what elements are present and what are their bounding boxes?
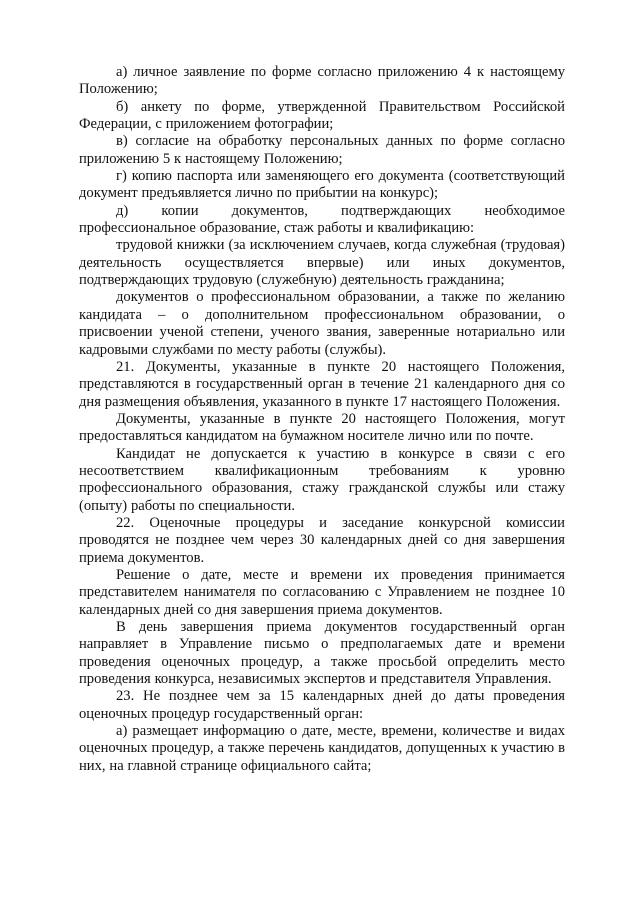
paragraph-section-21: 21. Документы, указанные в пункте 20 настоящего Положения, представляются в государственный орган в течение 21 календарного дня со дня размещения объявления, указанного в пункте 17 настоящего Положения. [79, 358, 565, 410]
paragraph-item-d: д) копии документов, подтверждающих необходимое профессиональное образование, стаж работы и квалификацию: [79, 202, 565, 237]
paragraph-section-22: 22. Оценочные процедуры и заседание конкурсной комиссии проводятся не позднее чем через 30 календарных дней со дня завершения приема документов. [79, 514, 565, 566]
paragraph-item-a-publishes: а) размещает информацию о дате, месте, времени, количестве и видах оценочных процедур, а также перечень кандидатов, допущенных к участию в них, на главной странице официального сайта; [79, 723, 565, 774]
paragraph-item-b: б) анкету по форме, утвержденной Правительством Российской Федерации, с приложением фотографии; [79, 98, 565, 133]
paragraph-not-admitted: Кандидат не допускается к участию в конкурсе в связи с его несоответствием квалификационным требованиям к уровню профессионального образования, стажу гражданской службы или стажу (опыту) работы по специальности. [79, 445, 565, 514]
paragraph-work-book: трудовой книжки (за исключением случаев, когда служебная (трудовая) деятельность осуществляется впервые) или иных документов, подтверждающих трудовую (служебную) деятельность гражданина; [79, 237, 565, 289]
paragraph-item-a: а) личное заявление по форме согласно приложению 4 к настоящему Положению; [79, 64, 565, 98]
paragraph-decision: Решение о дате, месте и времени их проведения принимается представителем нанимателя по согласованию с Управлением не позднее 10 календарных дней со дня завершения приема документов. [79, 566, 565, 618]
document-page [79, 64, 565, 775]
paragraph-section-23: 23. Не позднее чем за 15 календарных дней до даты проведения оценочных процедур государственный орган: [79, 688, 565, 722]
paragraph-item-g: г) копию паспорта или заменяющего его документа (соответствующий документ предъявляется лично по прибытии на конкурс); [79, 168, 565, 202]
paragraph-completion-day: В день завершения приема документов государственный орган направляет в Управление письмо о предполагаемых дате и времени проведения оценочных процедур, а также просьбой определить место проведения конкурса, независимых экспертов и представителя Управления. [79, 619, 565, 688]
paragraph-item-v: в) согласие на обработку персональных данных по форме согласно приложению 5 к настоящему Положению; [79, 133, 565, 167]
paragraph-education-docs: документов о профессиональном образовании, а также по желанию кандидата – о дополнительном профессиональном образовании, о присвоении ученой степени, ученого звания, заверенные нотариально или кадровыми службами по месту работы (службы). [79, 289, 565, 358]
paragraph-submission-method: Документы, указанные в пункте 20 настоящего Положения, могут предоставляться кандидатом на бумажном носителе лично или по почте. [79, 410, 565, 445]
